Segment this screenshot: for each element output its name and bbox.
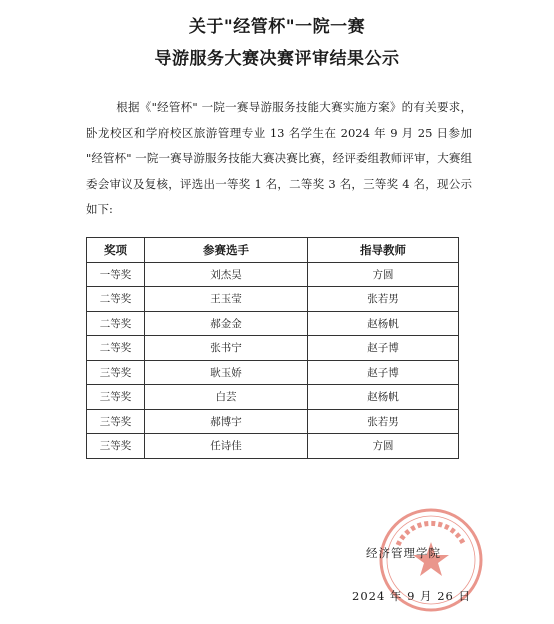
table-header-row	[87, 238, 459, 263]
award-cell: 三等奖	[87, 360, 145, 385]
advisor-cell: 赵杨帆	[308, 385, 459, 410]
contestant-cell: 郝金金	[145, 311, 308, 336]
contestant-cell: 王玉莹	[145, 287, 308, 312]
contestant-cell: 白芸	[145, 385, 308, 410]
advisor-cell: 赵子博	[308, 360, 459, 385]
header-advisor: 指导教师	[308, 238, 459, 263]
table-row	[87, 311, 459, 336]
signing-date: 2024 年 9 月 26 日	[352, 589, 471, 603]
title-line-2: 导游服务大赛决赛评审结果公示	[154, 49, 400, 69]
title-line-1: 关于"经管杯"一院一赛	[188, 17, 366, 37]
award-cell: 三等奖	[87, 434, 145, 459]
advisor-cell: 赵杨帆	[308, 311, 459, 336]
signer-name: 经济管理学院	[366, 546, 441, 560]
advisor-cell: 张若男	[308, 287, 459, 312]
award-cell: 一等奖	[87, 262, 145, 287]
award-cell: 二等奖	[87, 311, 145, 336]
award-cell: 二等奖	[87, 287, 145, 312]
contestant-cell: 任诗佳	[145, 434, 308, 459]
advisor-cell: 赵子博	[308, 336, 459, 361]
table-row	[87, 262, 459, 287]
award-cell: 三等奖	[87, 385, 145, 410]
advisor-cell: 方圆	[308, 434, 459, 459]
table-row	[87, 336, 459, 361]
results-table	[86, 237, 459, 459]
announcement-body	[86, 95, 472, 223]
award-cell: 二等奖	[87, 336, 145, 361]
table-row	[87, 434, 459, 459]
table-row	[87, 409, 459, 434]
award-cell: 三等奖	[87, 409, 145, 434]
contestant-cell: 耿玉娇	[145, 360, 308, 385]
advisor-cell: 方圆	[308, 262, 459, 287]
table-row	[87, 360, 459, 385]
table-row	[87, 287, 459, 312]
contestant-cell: 郝博宇	[145, 409, 308, 434]
header-award: 奖项	[87, 238, 145, 263]
contestant-cell: 刘杰昊	[145, 262, 308, 287]
table-row	[87, 385, 459, 410]
contestant-cell: 张书宁	[145, 336, 308, 361]
announcement-text: 根据《"经管杯" 一院一赛导游服务技能大赛实施方案》的有关要求，卧龙校区和学府校区旅游管理专业 13 名学生在 2024 年 9 月 25 日参加 "经管杯" 一院一赛导游服务技能大赛决赛比赛，经评委组教师评审，大赛组委会审议及复核，评选出一等奖 1 名，二等奖 3 名，三等奖 4 名，现公示如下:	[86, 100, 472, 216]
header-contestant: 参赛选手	[145, 238, 308, 263]
advisor-cell: 张若男	[308, 409, 459, 434]
